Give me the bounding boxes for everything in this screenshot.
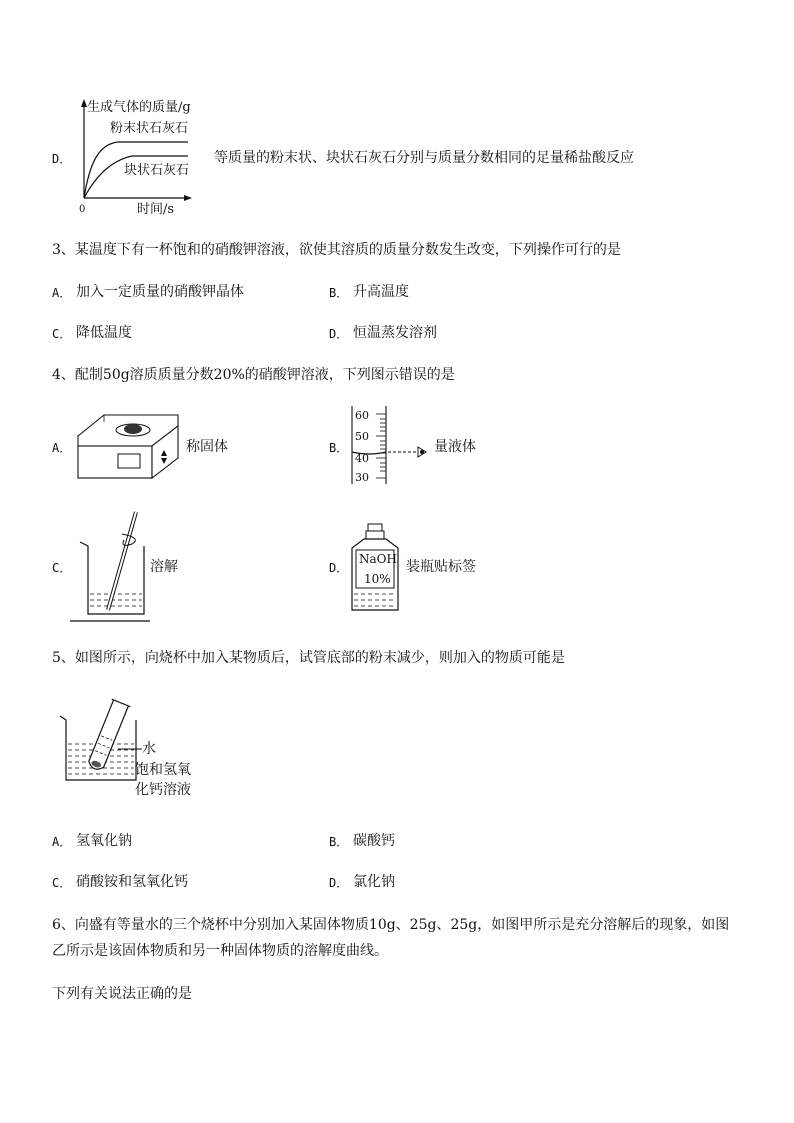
cylinder-tick-60: 60	[355, 409, 369, 422]
bottle-stopper	[368, 524, 382, 531]
graph-x-label: 时间/s	[137, 202, 175, 217]
q5-option-d-label: D．	[329, 876, 349, 890]
q3-option-c-text: 降低温度	[76, 325, 132, 341]
q5-option-c-text: 硝酸铵和氢氧化钙	[76, 874, 188, 890]
q5-option-b-label: B．	[329, 835, 349, 849]
cylinder-tick-50: 50	[355, 430, 369, 443]
q5-option-d-text: 氯化钠	[353, 874, 395, 890]
q3-option-c-label: C．	[52, 327, 72, 341]
balance-front	[78, 446, 152, 478]
q4-option-b-label: B．	[329, 441, 349, 455]
graph-origin-label: 0	[79, 204, 86, 215]
graph-y-label: 生成气体的质量/g	[87, 100, 191, 115]
q6-stem-line2: 乙所示是该固体物质和另一种固体物质的溶解度曲线。	[52, 943, 388, 959]
q6-stem-line1: 6、向盛有等量水的三个烧杯中分别加入某固体物质10g、25g、25g，如图甲所示是充分溶解后的现象，如图	[52, 917, 730, 933]
q4-option-d-text: 装瓶贴标签	[406, 559, 476, 575]
q3-option-b-label: B．	[329, 286, 349, 300]
cylinder-tick-30: 30	[355, 471, 369, 484]
q5-option-c-label: C．	[52, 876, 72, 890]
bottle-label-concentration: 10%	[364, 572, 391, 586]
beaker-test-tube-figure	[56, 694, 146, 786]
q3-option-a-text: 加入一定质量的硝酸钾晶体	[76, 284, 244, 300]
q4-option-d-label: D．	[329, 561, 349, 575]
solid-sample	[124, 424, 142, 434]
electronic-balance-figure	[74, 412, 186, 484]
q3-option-a-label: A．	[52, 286, 72, 300]
q2-reaction-graph	[70, 98, 210, 218]
block-curve-label: 块状石灰石	[124, 163, 190, 178]
bottle-neck	[366, 531, 384, 539]
solution-label-line2: 化钙溶液	[135, 782, 191, 798]
q5-stem: 5、如图所示，向烧杯中加入某物质后，试管底部的粉末减少，则加入的物质可能是	[52, 650, 565, 666]
test-tube	[85, 699, 130, 772]
q3-option-d-label: D．	[329, 327, 349, 341]
dissolving-beaker-figure	[70, 510, 154, 625]
reagent-bottle-figure	[350, 522, 402, 612]
q2-option-d-label: D．	[52, 152, 72, 166]
q3-stem: 3、某温度下有一杯饱和的硝酸钾溶液，欲使其溶质的质量分数发生改变，下列操作可行的是	[52, 242, 621, 258]
balance-display	[118, 454, 140, 468]
q4-stem: 4、配制50g溶质质量分数20%的硝酸钾溶液，下列图示错误的是	[52, 367, 455, 383]
solution-label-line1: 饱和氢氧	[135, 762, 191, 778]
water-label: 水	[142, 741, 156, 757]
q6-prompt: 下列有关说法正确的是	[52, 986, 192, 1002]
q5-option-a-label: A．	[52, 835, 72, 849]
q3-option-d-text: 恒温蒸发溶剂	[353, 325, 437, 341]
q2-option-d-text: 等质量的粉末状、块状石灰石分别与质量分数相同的足量稀盐酸反应	[214, 150, 634, 166]
glass-rod	[108, 512, 136, 610]
q4-option-c-text: 溶解	[150, 559, 178, 575]
q4-option-a-label: A．	[52, 441, 72, 455]
q3-option-b-text: 升高温度	[353, 284, 409, 300]
q5-option-b-text: 碳酸钙	[353, 833, 395, 849]
q5-option-a-text: 氢氧化钠	[76, 833, 132, 849]
powder-curve-label: 粉末状石灰石	[110, 121, 189, 136]
x-axis-arrow	[184, 195, 192, 201]
q4-option-c-label: C．	[52, 561, 72, 575]
bottle-label-formula: NaOH	[359, 552, 397, 566]
q4-option-a-text: 称固体	[186, 439, 228, 455]
cylinder-tick-40: 40	[355, 452, 369, 465]
q4-option-b-text: 量液体	[434, 439, 476, 455]
